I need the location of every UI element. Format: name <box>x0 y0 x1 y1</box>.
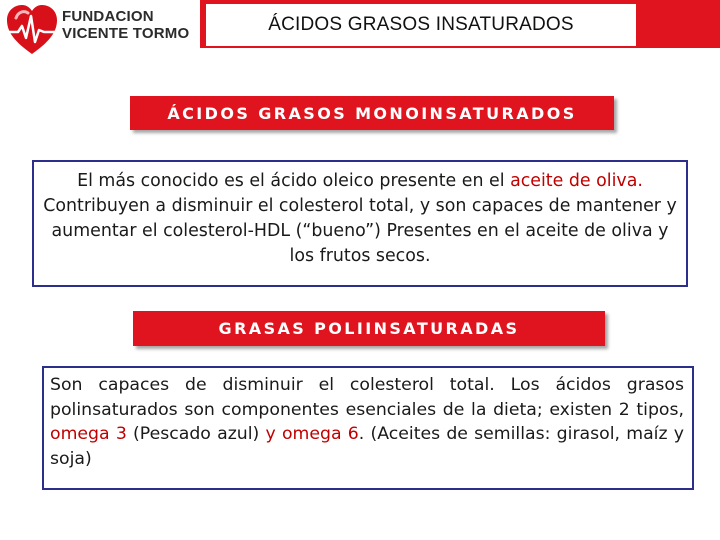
highlight-omega-3: omega 3 <box>50 424 127 444</box>
page-title: ÁCIDOS GRASOS INSATURADOS <box>268 14 574 35</box>
highlight-omega-6: omega 6 <box>281 424 359 444</box>
paragraph-text: Contribuyen a disminuir el colesterol total, y son capaces de mantener y aumentar el colesterol-HDL (“bueno”) Presentes en el aceite de oliva y los frutos secos. <box>43 196 677 266</box>
paragraph-text: El más conocido es el ácido oleico presente en el <box>77 171 511 191</box>
paragraph-text: (Pescado azul) <box>126 424 266 444</box>
highlight-y: y <box>265 424 276 444</box>
text-box-monoinsaturados <box>32 160 688 287</box>
logo-line-1: FUNDACION <box>62 8 154 25</box>
section-banner-monoinsaturados <box>130 96 614 130</box>
paragraph-text: . (Aceites de semillas: girasol, maíz y soja) <box>50 424 684 469</box>
heart-ecg-icon <box>4 2 60 58</box>
fundacion-logo <box>4 2 194 58</box>
paragraph-poliinsaturadas <box>50 373 684 471</box>
text-box-poliinsaturadas <box>42 366 694 490</box>
paragraph-text: Son capaces de disminuir el colesterol total. Los ácidos grasos polinsaturados son componentes esenciales de la dieta; existen 2 tipos, <box>50 375 684 420</box>
section-title-poliinsaturadas: GRASAS POLIINSATURADAS <box>218 319 520 338</box>
header-title-box <box>206 4 636 46</box>
logo-text <box>62 8 189 42</box>
paragraph-monoinsaturados <box>42 169 678 269</box>
highlight-aceite-oliva: aceite de oliva. <box>510 171 643 191</box>
logo-line-2: VICENTE TORMO <box>62 25 190 42</box>
section-title-monoinsaturados: ÁCIDOS GRASOS MONOINSATURADOS <box>167 103 577 123</box>
section-banner-poliinsaturadas <box>133 311 605 346</box>
